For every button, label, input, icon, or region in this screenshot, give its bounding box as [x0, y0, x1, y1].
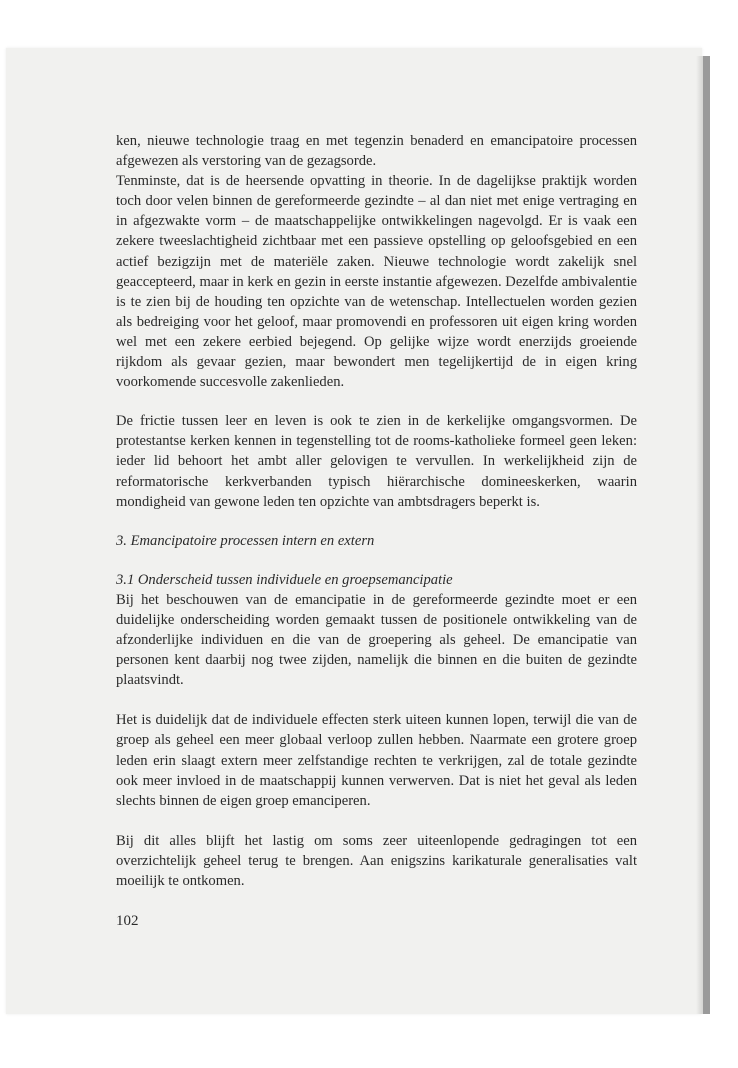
paragraph-5: Het is duidelijk dat de individuele effecten sterk uiteen kunnen lopen, terwijl die van de groep als geheel een meer globaal verloop zullen hebben. Naarmate een grotere groep leden erin slaagt extern meer zelfstandige rechten te verkrijgen, zal de totale gezindte ook meer invloed in de maatschappij kunnen verwerven. Dat is niet het geval als leden slechts binnen de eigen groep emanciperen.	[116, 712, 637, 809]
paragraph-6: Bij dit alles blijft het lastig om soms zeer uiteenlopende gedragingen tot een overzichtelijk geheel terug te brengen. Aan enigszins karikaturale generalisaties valt moeilijk te ontkomen.	[116, 832, 637, 889]
paragraph-4: Bij het beschouwen van de emancipatie in de gereformeerde gezindte moet er een duidelijke onderscheiding worden gemaakt tussen de positionele ontwikkeling van de afzonderlijke individuen en die van de groepering als geheel. De emancipatie van personen kent daarbij nog twee zijden, namelijk die binnen en die buiten de gezindte plaatsvindt.	[116, 591, 637, 689]
page-edge-shadow	[696, 56, 703, 1014]
paragraph-1: ken, nieuwe technologie traag en met tegenzin benaderd en emancipatoire processen afgewezen als verstoring van de gezagsorde.	[116, 133, 637, 170]
section-heading: 3. Emancipatoire processen intern en extern	[116, 532, 375, 549]
page-number: 102	[116, 913, 139, 929]
paragraph-2: Tenminste, dat is de heersende opvatting in theorie. In de dagelijkse praktijk worden toch door velen binnen de gereformeerde gezindte – al dan niet met enige vertraging en in afgezwakte vorm – de maatschappelijke ontwikkelingen nagevolgd. Er is vaak een zekere tweeslachtigheid zichtbaar met een passieve opstelling op geloofsgebied en een actief bezigzijn met de materiële zaken. Nieuwe technologie wordt zakelijk snel geaccepteerd, maar in kerk en gezin in eerste instantie afgewezen. Dezelfde ambivalentie is te zien bij de houding ten opzichte van de wetenschap. Intellectuelen worden gezien als bedreiging voor het geloof, maar promovendi en professoren uit eigen kring worden wel met een zekere eerbied bejegend. Op gelijke wijze wordt enerzijds groeiende rijkdom als gevaar gezien, maar bewondert men tegelijkertijd de in eigen kring voorkomende succesvolle zakenlieden.	[116, 173, 637, 391]
subsection-heading: 3.1 Onderscheid tussen individuele en groepsemancipatie	[116, 571, 453, 588]
paragraph-3: De frictie tussen leer en leven is ook te zien in de kerkelijke omgangsvormen. De protestantse kerken kennen in tegenstelling tot de rooms-katholieke formeel geen leken: ieder lid behoort het ambt aller gelovigen te vervullen. In werkelijkheid zijn de reformatorische kerkverbanden typisch hiërarchische domineeskerken, waarin mondigheid van gewone leden ten opzichte van ambtsdragers beperkt is.	[116, 413, 637, 510]
body-text	[116, 131, 637, 891]
book-spine	[703, 56, 710, 1014]
